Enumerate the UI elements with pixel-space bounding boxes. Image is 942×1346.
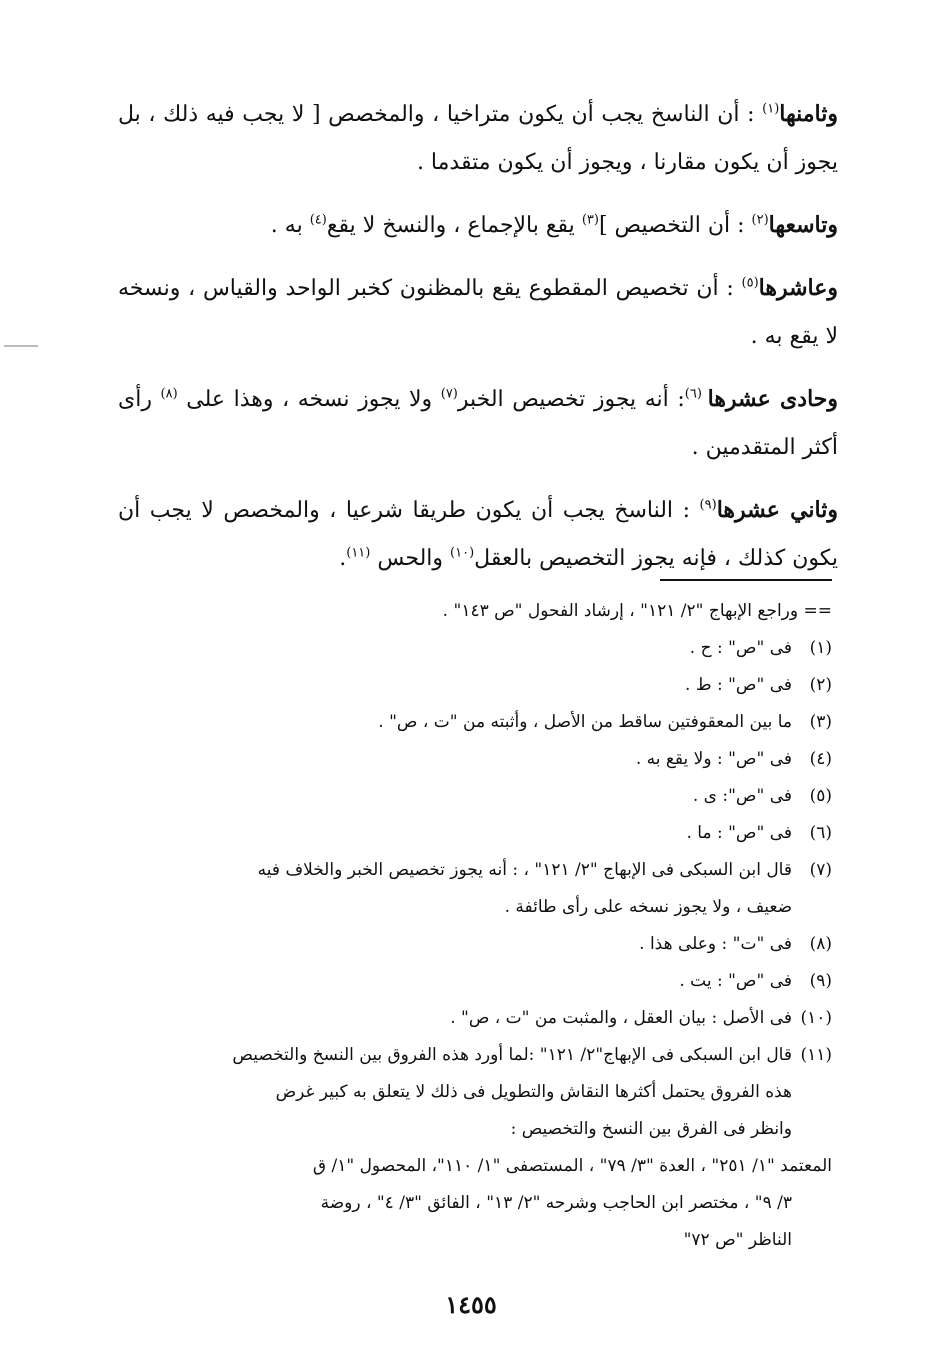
footnote-continuation-line: الناظر "ص ٧٢" <box>683 1230 792 1250</box>
scan-speck <box>4 345 38 347</box>
footnote-divider <box>660 579 832 581</box>
footnote-number: (٧) <box>809 860 832 880</box>
paragraph-text: : أن الناسخ يجب أن يكون متراخيا ، والمخصص [ لا يجب فيه ذلك ، بل يجوز أن يكون مقارنا ، ويجوز أن يكون متقدما . <box>118 102 838 175</box>
footnote-continuation-line: ٣/ ٩" ، مختصر ابن الحاجب وشرحه "٢/ ١٣" ، الفائق "٣/ ٤" ، روضة <box>320 1193 792 1213</box>
footnote-text: فى "ص" : يت . <box>679 971 792 991</box>
footnote-marker: (١٠) <box>450 545 475 561</box>
footnote-continuation-line: ضعيف ، ولا يجوز نسخه على رأى طائفة . <box>504 897 792 917</box>
paragraph-text: : أنه يجوز تخصيص الخبر <box>457 387 685 412</box>
paragraph-text: ولا يجوز نسخه ، وهذا على <box>177 387 441 412</box>
footnote-number: (١) <box>809 638 832 658</box>
footnote-continuation-line: المعتمد "١/ ٢٥١" ، العدة "٣/ ٧٩" ، المستصفى "١/ ١١٠"، المحصول "١/ ق <box>312 1156 832 1176</box>
footnote-text: فى "ص" : ما . <box>686 823 792 843</box>
footnotes <box>112 593 832 1259</box>
footnote-number: (٥) <box>809 786 832 806</box>
footnote-marker: (٦) <box>684 386 708 402</box>
footnote-item <box>112 1000 832 1037</box>
footnote-marker: (٩) <box>699 497 717 513</box>
footnote-marker: (٥) <box>741 275 759 291</box>
paragraph-text: رأى أكثر المتقدمين . <box>118 387 838 460</box>
footnote-item <box>112 704 832 741</box>
paragraph-text: : أن التخصيص ] <box>598 213 752 238</box>
footnote-item <box>112 667 832 704</box>
footnote-marker: (٨) <box>160 386 178 402</box>
paragraph-lead: وعاشرها <box>758 275 838 301</box>
paragraph-text: : أن تخصيص المقطوع يقع بالمظنون كخبر الواحد والقياس ، ونسخه لا يقع به . <box>118 276 838 349</box>
footnote-text: فى "ت" : وعلى هذا . <box>639 934 792 954</box>
footnote-number: (٣) <box>809 712 832 732</box>
footnote-number: (٦) <box>809 823 832 843</box>
paragraph-lead: وثامنها <box>779 101 838 127</box>
footnote-marker: (٢) <box>751 212 769 228</box>
paragraph-eighth <box>118 90 838 187</box>
footnote-continuation: == وراجع الإبهاج "٢/ ١٢١" ، إرشاد الفحول "ص ١٤٣" . <box>442 601 832 621</box>
footnote-item <box>112 630 832 667</box>
paragraph-lead: وثاني عشرها <box>716 497 838 523</box>
footnote-number: (٤) <box>809 749 832 769</box>
footnote-text: فى "ص" : ولا يقع به . <box>635 749 792 769</box>
paragraph-twelfth <box>118 486 838 583</box>
footnote-marker: (١) <box>762 101 780 117</box>
paragraph-lead: وحادى عشرها <box>707 386 838 412</box>
footnote-item <box>112 815 832 852</box>
footnote-marker: (١١) <box>346 545 371 561</box>
footnote-text: فى "ص": ى . <box>692 786 792 806</box>
footnote-marker: (٣) <box>581 212 599 228</box>
paragraph-text: به . <box>270 213 310 238</box>
footnote-marker: (٤) <box>309 212 327 228</box>
paragraph-text: والحس <box>370 546 451 571</box>
footnote-marker: (٧) <box>440 386 458 402</box>
paragraph-eleventh <box>118 375 838 472</box>
footnote-text: فى الأصل : بيان العقل ، والمثبت من "ت ، ص" . <box>450 1008 792 1028</box>
footnote-number: (٨) <box>809 934 832 954</box>
footnote-text: فى "ص" : ط . <box>685 675 792 695</box>
paragraph-tenth <box>118 264 838 361</box>
footnote-number: (١١) <box>800 1045 832 1065</box>
footnote-continuation-line: وانظر فى الفرق بين النسخ والتخصيص : <box>510 1119 792 1139</box>
footnote-text: فى "ص" : ح . <box>689 638 792 658</box>
paragraph-text: يقع بالإجماع ، والنسخ لا يقع <box>326 213 582 238</box>
footnote-item <box>112 852 832 889</box>
footnote-number: (٢) <box>809 675 832 695</box>
footnote-item <box>112 778 832 815</box>
footnote-item <box>112 741 832 778</box>
main-text <box>118 90 838 597</box>
paragraph-text: . <box>339 546 347 571</box>
page-number: ١٤٥٥ <box>445 1290 497 1319</box>
footnote-item <box>112 1037 832 1074</box>
paragraph-ninth <box>118 201 838 250</box>
footnote-text: قال ابن السبكى فى الإبهاج"٢/ ١٢١" :لما أورد هذه الفروق بين النسخ والتخصيص <box>232 1045 792 1065</box>
footnote-number: (١٠) <box>800 1008 832 1028</box>
footnote-text: ما بين المعقوفتين ساقط من الأصل ، وأثبته من "ت ، ص" . <box>378 712 792 732</box>
footnote-item <box>112 963 832 1000</box>
footnote-continuation-line: هذه الفروق يحتمل أكثرها النقاش والتطويل فى ذلك لا يتعلق به كبير غرض <box>275 1082 792 1102</box>
paragraph-lead: وتاسعها <box>768 212 838 238</box>
footnote-item <box>112 926 832 963</box>
footnote-number: (٩) <box>809 971 832 991</box>
paragraph-text: : الناسخ يجب أن يكون طريقا شرعيا ، والمخصص لا يجب أن يكون كذلك ، فإنه يجوز التخصيص بالعقل <box>118 498 838 571</box>
footnote-text: قال ابن السبكى فى الإبهاج "٢/ ١٢١" ، : أنه يجوز تخصيص الخبر والخلاف فيه <box>257 860 792 880</box>
